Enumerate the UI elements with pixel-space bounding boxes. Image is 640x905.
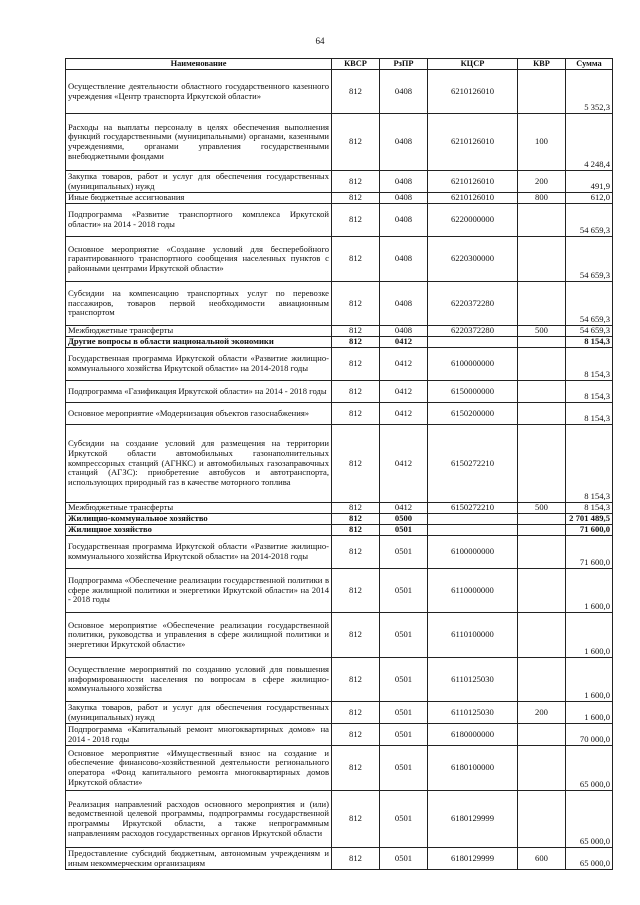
row-sum: 1 600,0 — [566, 569, 613, 613]
row-sum: 8 154,3 — [566, 348, 613, 381]
table-row — [66, 514, 613, 525]
row-kvsr: 812 — [332, 171, 380, 193]
row-sum: 2 701 489,5 — [566, 514, 613, 525]
row-kcsr — [428, 514, 518, 525]
header-kvsr: КВСР — [332, 59, 380, 70]
row-rzpr: 0501 — [380, 791, 428, 848]
row-kvr: 200 — [518, 702, 566, 724]
row-rzpr: 0501 — [380, 724, 428, 746]
table-row — [66, 503, 613, 514]
row-kvsr: 812 — [332, 348, 380, 381]
table-row — [66, 536, 613, 569]
header-kcsr: КЦСР — [428, 59, 518, 70]
row-kcsr: 6210126010 — [428, 171, 518, 193]
row-rzpr: 0408 — [380, 171, 428, 193]
row-kvr — [518, 525, 566, 536]
row-kvsr: 812 — [332, 702, 380, 724]
table-row — [66, 569, 613, 613]
table-row — [66, 337, 613, 348]
row-kcsr: 6110125030 — [428, 658, 518, 702]
row-rzpr: 0408 — [380, 114, 428, 171]
row-sum: 8 154,3 — [566, 337, 613, 348]
row-kcsr: 6100000000 — [428, 348, 518, 381]
row-sum: 70 000,0 — [566, 724, 613, 746]
row-kvsr: 812 — [332, 503, 380, 514]
row-name: Межбюджетные трансферты — [66, 326, 332, 337]
row-kvsr: 812 — [332, 237, 380, 282]
row-name: Субсидии на создание условий для размещения на территории Иркутской области автомобильных газонаполнительных компрессорных станций (АГНКС) и автомобильных газозаправочных станций (АГЗС): приобретение автобусов и автотранспорта, использующих природный газ в качестве моторного топлива — [66, 425, 332, 503]
row-name: Подпрограмма «Газификация Иркутской области» на 2014 - 2018 годы — [66, 381, 332, 403]
table-row — [66, 171, 613, 193]
row-sum: 1 600,0 — [566, 702, 613, 724]
row-kvr: 200 — [518, 171, 566, 193]
row-kcsr: 6180129999 — [428, 791, 518, 848]
row-name: Закупка товаров, работ и услуг для обеспечения государственных (муниципальных) нужд — [66, 702, 332, 724]
row-name: Субсидии на компенсацию транспортных услуг по перевозке пассажиров, товаров первой необходимости авиационным транспортом — [66, 282, 332, 326]
table-row — [66, 425, 613, 503]
row-sum: 71 600,0 — [566, 536, 613, 569]
row-rzpr: 0412 — [380, 403, 428, 425]
row-rzpr: 0501 — [380, 536, 428, 569]
row-name: Государственная программа Иркутской области «Развитие жилищно-коммунального хозяйства Иркутской области» на 2014-2018 годы — [66, 536, 332, 569]
row-kvr: 500 — [518, 503, 566, 514]
table-row — [66, 70, 613, 114]
table-row — [66, 724, 613, 746]
row-kvsr: 812 — [332, 403, 380, 425]
row-name: Другие вопросы в области национальной экономики — [66, 337, 332, 348]
row-kcsr: 6210126010 — [428, 114, 518, 171]
row-kvr — [518, 337, 566, 348]
row-kvr — [518, 425, 566, 503]
row-kvr — [518, 514, 566, 525]
row-kcsr: 6210126010 — [428, 70, 518, 114]
row-kvr — [518, 348, 566, 381]
table-body — [66, 70, 613, 870]
row-kvsr: 812 — [332, 514, 380, 525]
row-kvsr: 812 — [332, 848, 380, 870]
row-rzpr: 0501 — [380, 658, 428, 702]
row-kcsr: 6220372280 — [428, 326, 518, 337]
row-rzpr: 0408 — [380, 237, 428, 282]
table-header-row — [66, 59, 613, 70]
header-rzpr: РзПР — [380, 59, 428, 70]
page-number: 64 — [315, 36, 325, 46]
row-sum: 1 600,0 — [566, 658, 613, 702]
row-rzpr: 0412 — [380, 503, 428, 514]
row-kvsr: 812 — [332, 204, 380, 237]
row-sum: 54 659,3 — [566, 204, 613, 237]
row-name: Реализация направлений расходов основного мероприятия и (или) ведомственной целевой программы, подпрограммы государственной программы Иркутской области, а также непрограммным направлениям расходов государственных органов Иркутской области — [66, 791, 332, 848]
row-kcsr: 6110125030 — [428, 702, 518, 724]
row-kcsr: 6110000000 — [428, 569, 518, 613]
row-kvsr: 812 — [332, 282, 380, 326]
row-name: Межбюджетные трансферты — [66, 503, 332, 514]
row-kcsr — [428, 337, 518, 348]
row-kvsr: 812 — [332, 791, 380, 848]
row-kvsr: 812 — [332, 746, 380, 791]
row-name: Государственная программа Иркутской области «Развитие жилищно-коммунального хозяйства Иркутской области» на 2014-2018 годы — [66, 348, 332, 381]
row-kvsr: 812 — [332, 193, 380, 204]
table-row — [66, 193, 613, 204]
row-kvr — [518, 569, 566, 613]
row-kvsr: 812 — [332, 525, 380, 536]
table-row — [66, 114, 613, 171]
table-row — [66, 204, 613, 237]
table-row — [66, 282, 613, 326]
row-rzpr: 0500 — [380, 514, 428, 525]
row-rzpr: 0412 — [380, 337, 428, 348]
row-kvr: 100 — [518, 114, 566, 171]
row-kvsr: 812 — [332, 724, 380, 746]
row-sum: 8 154,3 — [566, 503, 613, 514]
row-name: Подпрограмма «Капитальный ремонт многоквартирных домов» на 2014 - 2018 годы — [66, 724, 332, 746]
row-kvr — [518, 724, 566, 746]
row-kvsr: 812 — [332, 337, 380, 348]
row-rzpr: 0412 — [380, 348, 428, 381]
row-rzpr: 0501 — [380, 569, 428, 613]
row-sum: 54 659,3 — [566, 237, 613, 282]
row-kvsr: 812 — [332, 381, 380, 403]
row-name: Жилищно-коммунальное хозяйство — [66, 514, 332, 525]
row-kvsr: 812 — [332, 114, 380, 171]
row-kvr — [518, 381, 566, 403]
row-name: Предоставление субсидий бюджетным, автономным учреждениям и иным некоммерческим организациям — [66, 848, 332, 870]
row-kvsr: 812 — [332, 536, 380, 569]
table-row — [66, 381, 613, 403]
row-sum: 8 154,3 — [566, 403, 613, 425]
table-row — [66, 791, 613, 848]
row-kvr — [518, 403, 566, 425]
row-rzpr: 0501 — [380, 848, 428, 870]
row-kvsr: 812 — [332, 658, 380, 702]
row-name: Основное мероприятие «Обеспечение реализации государственной политики, руководства и управления в сфере жилищной политики и энергетики Иркутской области» — [66, 613, 332, 658]
row-name: Подпрограмма «Обеспечение реализации государственной политики в сфере жилищной политики и энергетики Иркутской области» на 2014 - 2018 годы — [66, 569, 332, 613]
row-sum: 8 154,3 — [566, 425, 613, 503]
row-kcsr: 6180000000 — [428, 724, 518, 746]
table-row — [66, 702, 613, 724]
table-row — [66, 746, 613, 791]
row-kcsr: 6220300000 — [428, 237, 518, 282]
table-row — [66, 658, 613, 702]
row-sum: 65 000,0 — [566, 791, 613, 848]
row-kvr — [518, 791, 566, 848]
row-kvr — [518, 658, 566, 702]
row-kvr — [518, 204, 566, 237]
budget-table — [65, 58, 613, 870]
row-name: Иные бюджетные ассигнования — [66, 193, 332, 204]
row-sum: 54 659,3 — [566, 282, 613, 326]
row-name: Основное мероприятие «Создание условий для бесперебойного гарантированного транспортного сообщения населенных пунктов с районными центрами Иркутской области» — [66, 237, 332, 282]
row-sum: 65 000,0 — [566, 848, 613, 870]
row-kcsr: 6100000000 — [428, 536, 518, 569]
row-rzpr: 0408 — [380, 193, 428, 204]
row-kvsr: 812 — [332, 326, 380, 337]
row-rzpr: 0408 — [380, 326, 428, 337]
row-kvr — [518, 237, 566, 282]
row-sum: 491,9 — [566, 171, 613, 193]
row-rzpr: 0501 — [380, 525, 428, 536]
row-name: Основное мероприятие «Модернизация объектов газоснабжения» — [66, 403, 332, 425]
row-name: Жилищное хозяйство — [66, 525, 332, 536]
row-kcsr: 6150200000 — [428, 403, 518, 425]
row-kvr — [518, 70, 566, 114]
row-kvr — [518, 536, 566, 569]
row-rzpr: 0501 — [380, 613, 428, 658]
row-kcsr: 6150272210 — [428, 425, 518, 503]
row-kvr: 800 — [518, 193, 566, 204]
row-kvr — [518, 282, 566, 326]
table-row — [66, 326, 613, 337]
table-row — [66, 237, 613, 282]
row-sum: 612,0 — [566, 193, 613, 204]
row-name: Основное мероприятие «Имущественный взнос на создание и обеспечение финансово-хозяйственной деятельности регионального оператора «Фонд капитального ремонта многоквартирных домов Иркутской области» — [66, 746, 332, 791]
row-kvr — [518, 613, 566, 658]
row-rzpr: 0408 — [380, 70, 428, 114]
table-row — [66, 525, 613, 536]
row-kvsr: 812 — [332, 425, 380, 503]
row-sum: 54 659,3 — [566, 326, 613, 337]
table-row — [66, 848, 613, 870]
row-kcsr: 6150000000 — [428, 381, 518, 403]
row-kcsr: 6220000000 — [428, 204, 518, 237]
table-row — [66, 403, 613, 425]
row-kcsr: 6180129999 — [428, 848, 518, 870]
header-kvr: КВР — [518, 59, 566, 70]
row-sum: 8 154,3 — [566, 381, 613, 403]
row-rzpr: 0501 — [380, 702, 428, 724]
row-kcsr: 6110100000 — [428, 613, 518, 658]
row-kvr: 600 — [518, 848, 566, 870]
row-name: Расходы на выплаты персоналу в целях обеспечения выполнения функций государственными (муниципальными) органами, казенными учреждениями, органами управления государственными внебюджетными фондами — [66, 114, 332, 171]
row-kcsr — [428, 525, 518, 536]
row-rzpr: 0501 — [380, 746, 428, 791]
row-sum: 4 248,4 — [566, 114, 613, 171]
row-sum: 1 600,0 — [566, 613, 613, 658]
row-rzpr: 0412 — [380, 381, 428, 403]
row-name: Подпрограмма «Развитие транспортного комплекса Иркутской области» на 2014 - 2018 годы — [66, 204, 332, 237]
table-row — [66, 613, 613, 658]
header-name: Наименование — [66, 59, 332, 70]
row-kcsr: 6150272210 — [428, 503, 518, 514]
row-kcsr: 6220372280 — [428, 282, 518, 326]
row-kvsr: 812 — [332, 613, 380, 658]
row-name: Осуществление деятельности областного государственного казенного учреждения «Центр транспорта Иркутской области» — [66, 70, 332, 114]
row-sum: 71 600,0 — [566, 525, 613, 536]
row-rzpr: 0408 — [380, 282, 428, 326]
row-sum: 5 352,3 — [566, 70, 613, 114]
row-sum: 65 000,0 — [566, 746, 613, 791]
row-name: Осуществление мероприятий по созданию условий для повышения информированности населения по вопросам в сфере жилищно-коммунального хозяйства — [66, 658, 332, 702]
row-kvr — [518, 746, 566, 791]
row-rzpr: 0408 — [380, 204, 428, 237]
row-name: Закупка товаров, работ и услуг для обеспечения государственных (муниципальных) нужд — [66, 171, 332, 193]
table-row — [66, 348, 613, 381]
header-sum: Сумма — [566, 59, 613, 70]
row-kvsr: 812 — [332, 569, 380, 613]
row-rzpr: 0412 — [380, 425, 428, 503]
row-kcsr: 6210126010 — [428, 193, 518, 204]
row-kvsr: 812 — [332, 70, 380, 114]
row-kcsr: 6180100000 — [428, 746, 518, 791]
row-kvr: 500 — [518, 326, 566, 337]
